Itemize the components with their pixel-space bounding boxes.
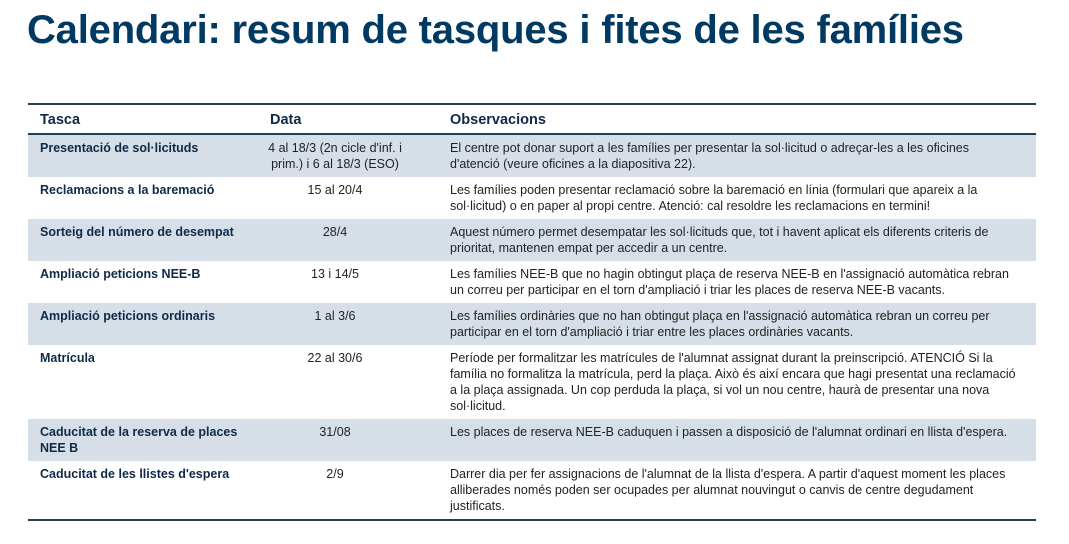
page-title: Calendari: resum de tasques i fites de les famílies: [27, 8, 964, 52]
task-cell: Caducitat de la reserva de places NEE B: [28, 419, 258, 461]
table-header-row: [28, 104, 1036, 134]
date-cell: 13 i 14/5: [311, 267, 359, 281]
table-row: [28, 345, 1036, 419]
header-notes: Observacions: [438, 104, 1036, 134]
table-row: [28, 303, 1036, 345]
table-row: [28, 461, 1036, 520]
date-cell: 15 al 20/4: [307, 183, 363, 197]
notes-cell: Darrer dia per fer assignacions de l'alumnat de la llista d'espera. A partir d'aquest moment les places alliberades només poden ser ocupades per alumnat nouvingut o canvis de centre degudament justificats.: [450, 467, 1006, 513]
task-cell: Ampliació peticions NEE-B: [40, 267, 201, 281]
task-cell: Sorteig del número de desempat: [28, 219, 258, 261]
table-row: [28, 219, 1036, 261]
notes-cell: Període per formalitzar les matrícules de l'alumnat assignat durant la preinscripció. ATENCIÓ Si la família no formalitza la matrícula, perd la plaça. Això és així encara que hagi presentat una reclamació a la plaça assignada. Un cop perduda la plaça, si vol un nou centre, haurà de presentar una nova sol·licitud.: [450, 351, 1016, 413]
notes-cell: Les famílies poden presentar reclamació sobre la baremació en línia (formulari que apareix a la sol·licitud) o en paper al propi centre. Atenció: cal resoldre les reclamacions en termini!: [450, 183, 978, 213]
table-row: [28, 134, 1036, 177]
date-cell: 28/4: [258, 219, 438, 261]
table-row: [28, 261, 1036, 303]
task-cell: Reclamacions a la baremació: [40, 183, 215, 197]
table-row: [28, 177, 1036, 219]
table-row: [28, 419, 1036, 461]
date-cell: 31/08: [258, 419, 438, 461]
task-cell: Presentació de sol·licituds: [28, 134, 258, 177]
notes-cell: Les famílies ordinàries que no han obtingut plaça en l'assignació automàtica rebran un correu per participar en el torn d'ampliació i triar entre les places ordinàries vacants.: [438, 303, 1036, 345]
date-cell: 2/9: [326, 467, 344, 481]
date-cell: 1 al 3/6: [258, 303, 438, 345]
notes-cell: Les famílies NEE-B que no hagin obtingut plaça de reserva NEE-B en l'assignació automàtica rebran un correu per participar en el torn d'ampliació i triar les places de reserva NEE-B vacants.: [450, 267, 1009, 297]
header-date: Data: [258, 104, 438, 134]
date-cell: 4 al 18/3 (2n cicle d'inf. i prim.) i 6 al 18/3 (ESO): [258, 134, 438, 177]
notes-cell: Les places de reserva NEE-B caduquen i passen a disposició de l'alumnat ordinari en llista d'espera.: [438, 419, 1036, 461]
notes-cell: Aquest número permet desempatar les sol·licituds que, tot i havent aplicat els diferents criteris de prioritat, mantenen empat per accedir a un centre.: [438, 219, 1036, 261]
calendar-table: [28, 103, 1036, 521]
task-cell: Caducitat de les llistes d'espera: [40, 467, 230, 481]
date-cell: 22 al 30/6: [307, 351, 363, 365]
task-cell: Ampliació peticions ordinaris: [28, 303, 258, 345]
notes-cell: El centre pot donar suport a les famílies per presentar la sol·licitud o adreçar-les a les oficines d'atenció (veure oficines a la diapositiva 22).: [438, 134, 1036, 177]
task-cell: Matrícula: [40, 351, 95, 365]
header-task: Tasca: [28, 104, 258, 134]
